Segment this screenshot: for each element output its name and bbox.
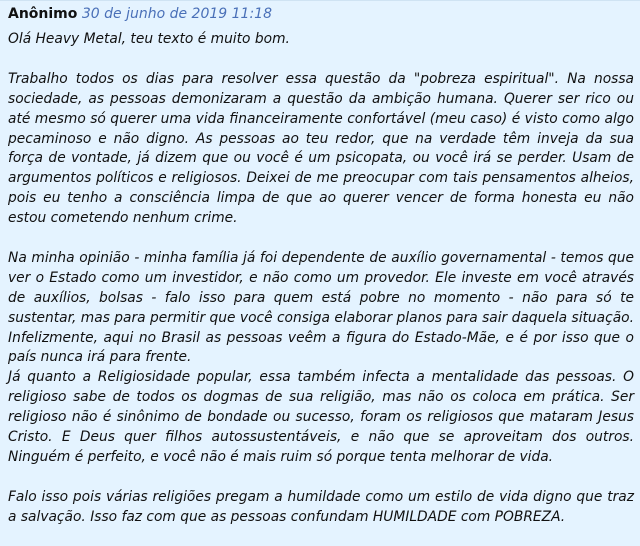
comment-header [8, 5, 272, 23]
comment-paragraph: Trabalho todos os dias para resolver essa questão da "pobreza espiritual". Na nossa sociedade, as pessoas demonizaram a questão da ambição humana. Querer ser rico ou até mesmo só querer uma vida financeiramente confortável (meu caso) é visto como algo pecaminoso e não digno. As pessoas ao teu redor, que na verdade têm inveja da sua força de vontade, já dizem que ou você é um psicopata, ou você irá se perder. Usam de argumentos políticos e religiosos. Deixei de me preocupar com tais pensamentos alheios, pois eu tenho a consciência limpa de que ao querer vencer de forma honesta eu não estou cometendo nenhum crime. [8, 70, 634, 227]
comment-author: Anônimo [8, 6, 78, 22]
comment-paragraph: Já quanto a Religiosidade popular, essa também infecta a mentalidade das pessoas. O religioso sabe de todos os dogmas de sua religião, mas não os coloca em prática. Ser religioso não é sinônimo de bondade ou sucesso, foram os religiosos que mataram Jesus Cristo. E Deus quer filhos autossustentáveis, e não que se aproveitam dos outros. Ninguém é perfeito, e você não é mais ruim só porque tenta melhorar de vida. [8, 369, 634, 465]
comment-paragraph: Na minha opinião - minha família já foi dependente de auxílio governamental - temos que ver o Estado como um investidor, e não como um provedor. Ele investe em você através de auxílios, bolsas - falo isso para quem está pobre no momento - não para só te sustentar, mas para permitir que você consiga elaborar planos para sair daquela situação. Infelizmente, aqui no Brasil as pessoas veêm a figura do Estado-Mãe, e é por isso que o país nunca irá para frente. [8, 249, 634, 366]
comment-timestamp-link[interactable]: 30 de junho de 2019 11:18 [81, 6, 272, 22]
comment-paragraph: Falo isso pois várias religiões pregam a humildade como um estilo de vida digno que traz a salvação. Isso faz com que as pessoas confundam HUMILDADE com POBREZA. [8, 488, 634, 525]
comment-body [8, 30, 634, 528]
comment-paragraph: Olá Heavy Metal, teu texto é muito bom. [8, 31, 290, 47]
